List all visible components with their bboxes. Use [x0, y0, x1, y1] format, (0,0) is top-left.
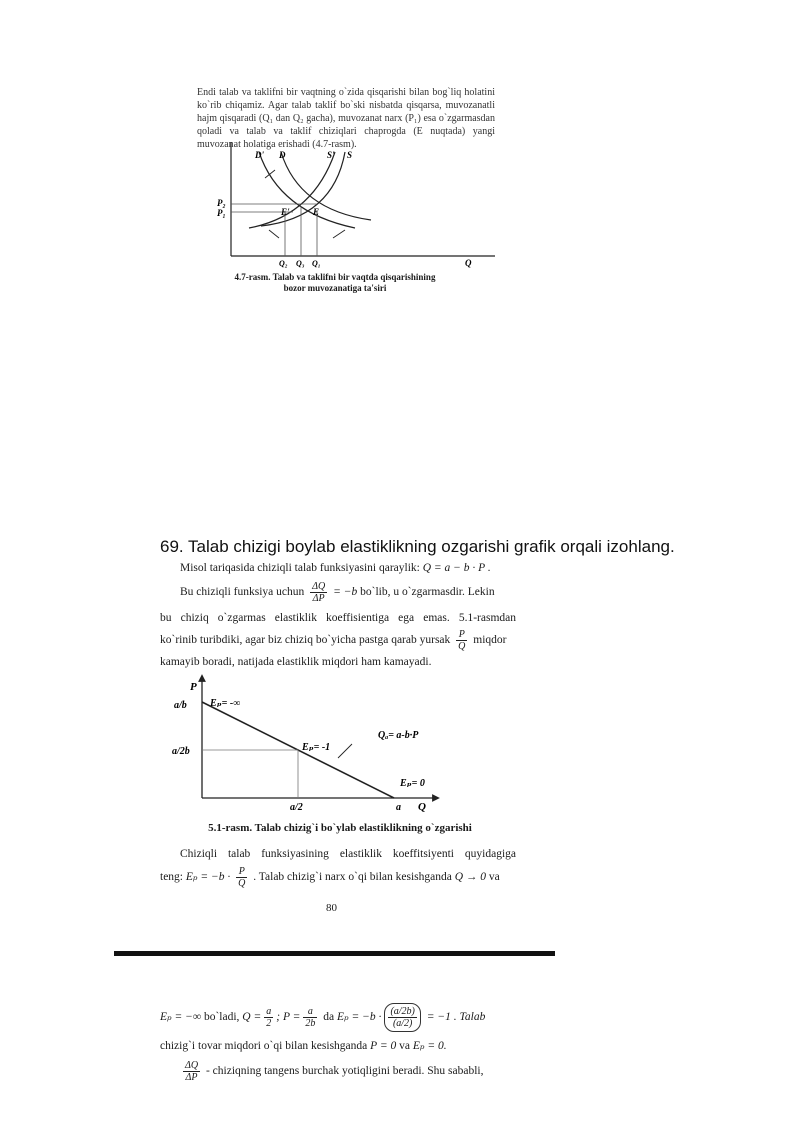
label-s2: S': [327, 150, 335, 160]
fraction-num: a: [303, 1006, 317, 1018]
answer-line2-pre: Bu chiziqli funksiya uchun: [180, 586, 305, 598]
label-q2: Q₂: [279, 259, 288, 268]
answer-line2-post: bo`lib, u o`zgarmasdir. Lekin: [360, 586, 495, 598]
answer-line2-eq: = −b: [333, 586, 358, 598]
answer-line2: [180, 579, 516, 605]
bottom-line1: [160, 994, 530, 1040]
answer-line3-text: bu chiziq o`zgarmas elastiklik koeffisientiga ega emas. 5.1-rasmdan: [160, 612, 516, 624]
tick-a-over-b: a/b: [174, 700, 187, 711]
answer-para2-line1: [160, 846, 516, 863]
elasticity-mid-label: Eₚ= -1: [302, 742, 331, 753]
bottom-line3-text: - chiziqning tangens burchak yotiqligini beradi. Shu sababli,: [205, 1065, 484, 1077]
tick-a-over-2: a/2: [290, 802, 303, 813]
demand-curve-d2: [259, 152, 355, 228]
page-number: 80: [326, 902, 337, 914]
para2-limit: Q → 0: [454, 871, 487, 883]
chart-y-label: P: [190, 681, 197, 693]
fraction-den: ΔP: [312, 592, 325, 604]
label-e1: E: [313, 207, 320, 217]
elasticity-formula: Eₚ = −b ·: [185, 871, 231, 883]
bottom-eq-g: = −1 . Talab: [426, 1011, 486, 1023]
supply-demand-figure: [195, 140, 505, 268]
question-title: 69. Talab chizigi boylab elastiklikning ozgarishi grafik orqali izohlang.: [160, 537, 675, 556]
demand-line-label: Qₐ= a-b·P: [378, 730, 419, 741]
label-s1: S: [347, 150, 353, 160]
demand-formula: Q = a − b · P .: [422, 562, 491, 574]
fraction-dq-dp: [310, 581, 327, 604]
fraction-dq-dp-bottom: [183, 1060, 200, 1083]
fraction-den: 2b: [305, 1017, 316, 1029]
bottom-line2: [160, 1038, 530, 1055]
chart-x-label: Q: [418, 801, 426, 813]
fraction-nested: [384, 1003, 420, 1032]
shift-arrow-upper: [265, 170, 275, 178]
supply-curve-s2: [249, 152, 335, 228]
fraction-num: P: [456, 629, 467, 641]
label-d2: D': [255, 150, 264, 160]
answer-line1: [180, 560, 520, 577]
bottom-text-e: da: [323, 1011, 335, 1023]
answer-line4-pre: ko`rinib turibdiki, agar biz chiziq bo`yicha pastga qarab yursak: [160, 634, 451, 646]
fraction-num: (a/2b): [390, 1005, 415, 1017]
elasticity-chart-caption: 5.1-rasm. Talab chizig`i bo`ylab elastiklikning o`zgarishi: [208, 822, 472, 834]
shift-arrow-left: [269, 230, 279, 238]
elasticity-top-label: Eₚ= -∞: [210, 698, 241, 709]
label-p2: P₂: [217, 198, 226, 208]
para2-post: . Talab chizig`i narx o`qi bilan kesishganda: [253, 871, 452, 883]
bottom-line2-text: chizig`i tovar miqdori o`qi bilan kesishganda: [160, 1040, 368, 1052]
bottom-eq-a: Eₚ = −∞: [160, 1011, 202, 1023]
fraction-den: Q: [458, 640, 466, 652]
bottom-line2-res: Eₚ = 0.: [412, 1040, 447, 1052]
shift-arrow-right: [333, 230, 345, 238]
fraction-den: (a/2): [392, 1017, 413, 1029]
fraction-den: ΔP: [185, 1071, 198, 1083]
fraction-num: P: [236, 866, 247, 878]
label-q: Q: [465, 258, 472, 268]
label-q3: Q₃: [296, 259, 305, 268]
fraction-a-over-2b: [303, 1006, 317, 1029]
answer-line5-text: kamayib boradi, natijada elastiklik miqdori ham kamayadi.: [160, 656, 432, 668]
bottom-text-b: bo`ladi,: [203, 1011, 240, 1023]
label-pointer: [338, 744, 352, 758]
top-figure-caption: [200, 272, 470, 294]
para2-pre: teng:: [160, 871, 183, 883]
answer-para2-line1-text: Chiziqli talab funksiyasining elastiklik koeffitsiyenti quyidagiga: [180, 848, 516, 860]
fraction-num: ΔQ: [312, 580, 326, 592]
elasticity-end-label: Eₚ= 0: [400, 778, 425, 789]
bottom-line2-cond: P = 0: [370, 1040, 397, 1052]
top-paragraph-text: Endi talab va taklifni bir vaqtning o`zida qisqarishi bilan bog`liq holatini ko`rib chiqamiz. Agar talab taklif bo`ski nisbatda qisqarsa, muvozanatli hajm qisqaradi (Q₁ dan Q₂ gacha), muvozanat narx (P₁) esa o`zgarmasdan qoladi va talab va taklif chiziqlari chaprogda (E nuqtada) yangi muvozanat holatiga erishadi (4.7-rasm).: [197, 87, 495, 150]
top-caption-line2: bozor muvozanatiga ta'siri: [283, 283, 387, 293]
para2-end: va: [488, 871, 500, 883]
answer-line4: [160, 627, 516, 653]
answer-line4-post: miqdor: [473, 634, 507, 646]
label-d1: D: [279, 150, 286, 160]
label-e2: E': [281, 207, 290, 217]
answer-line1-text: Misol tariqasida chiziqli talab funksiyasini qaraylik:: [180, 562, 420, 574]
elasticity-chart: [170, 672, 450, 814]
bottom-line2-va: va: [399, 1040, 410, 1052]
bottom-eq-f: Eₚ = −b ·: [337, 1011, 382, 1023]
label-p1: P₁: [217, 208, 226, 218]
fraction-p-over-q: [236, 866, 247, 889]
bottom-eq-c: Q =: [242, 1011, 262, 1023]
label-q1: Q₁: [312, 259, 321, 268]
tick-a: a: [396, 802, 401, 813]
top-caption-line1: 4.7-rasm. Talab va taklifni bir vaqtda qisqarishining: [234, 272, 436, 282]
bottom-line3: [180, 1056, 520, 1086]
fraction-num: ΔQ: [185, 1059, 199, 1071]
answer-para2-line2: [160, 864, 520, 890]
bottom-eq-d: ; P =: [276, 1011, 301, 1023]
tick-a-over-2b: a/2b: [172, 746, 190, 757]
fraction-den: Q: [238, 877, 246, 889]
fraction-a-over-2: [264, 1006, 273, 1029]
page-divider: [114, 951, 555, 956]
answer-line3: [160, 610, 516, 627]
fraction-num: a: [266, 1005, 272, 1017]
answer-line5: [160, 654, 516, 671]
fraction-p-q: [456, 629, 467, 652]
fraction-den: 2: [266, 1017, 272, 1029]
